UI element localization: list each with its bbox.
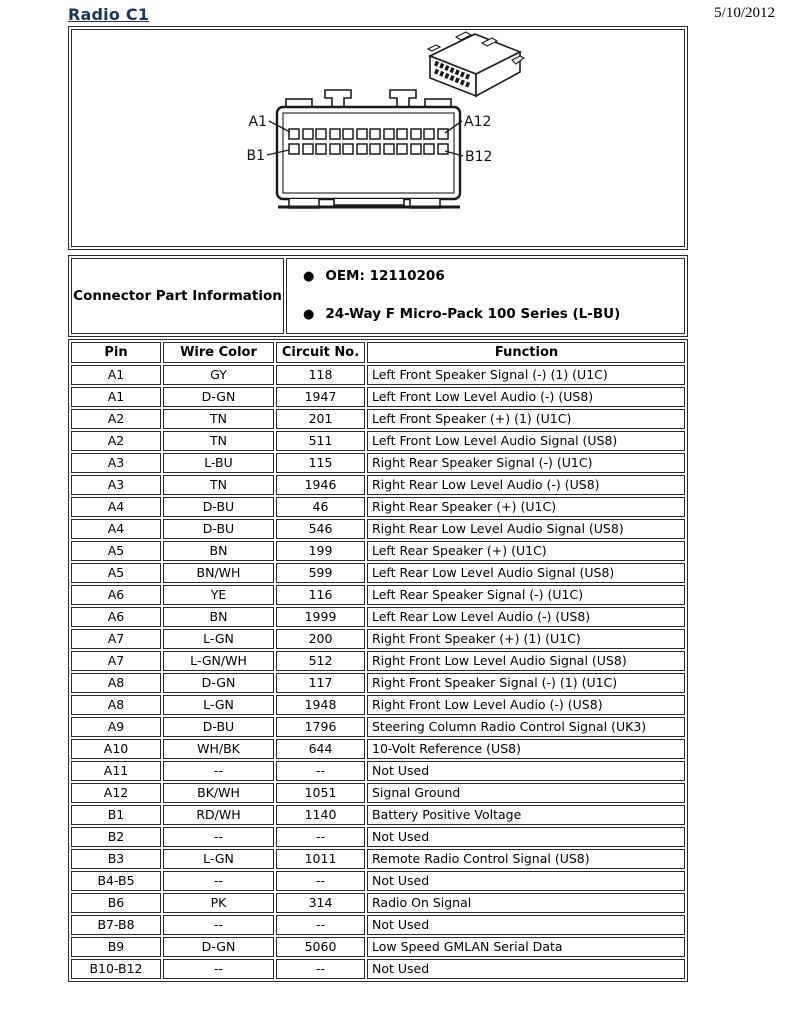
col-header-circuit-no: Circuit No.: [276, 342, 365, 363]
function-cell: Signal Ground: [367, 783, 685, 803]
wire-color-cell: D-BU: [163, 519, 274, 539]
pin-cell: B2: [71, 827, 161, 847]
connector-figure-box: [68, 26, 688, 250]
wire-color-cell: D-GN: [163, 673, 274, 693]
function-cell: Not Used: [367, 915, 685, 935]
table-row: [71, 915, 685, 935]
table-row: [71, 519, 685, 539]
pin-cell: A2: [71, 409, 161, 429]
table-row: [71, 651, 685, 671]
table-row: [71, 541, 685, 561]
circuit-no-cell: 5060: [276, 937, 365, 957]
table-row: [71, 827, 685, 847]
function-cell: Right Rear Low Level Audio (-) (US8): [367, 475, 685, 495]
function-cell: Radio On Signal: [367, 893, 685, 913]
pin-cell: A3: [71, 475, 161, 495]
pin-cell: A5: [71, 541, 161, 561]
wire-color-cell: L-GN: [163, 849, 274, 869]
wire-color-cell: BK/WH: [163, 783, 274, 803]
function-cell: Not Used: [367, 871, 685, 891]
pin-cell: B4-B5: [71, 871, 161, 891]
connector-diagram: [72, 30, 685, 247]
pin-cell: B9: [71, 937, 161, 957]
wire-color-cell: L-GN/WH: [163, 651, 274, 671]
pin-label-a1: A1: [248, 114, 267, 130]
table-row: [71, 695, 685, 715]
function-cell: Right Rear Speaker (+) (U1C): [367, 497, 685, 517]
circuit-no-cell: 1999: [276, 607, 365, 627]
col-header-wire-color: Wire Color: [163, 342, 274, 363]
function-cell: Right Rear Low Level Audio Signal (US8): [367, 519, 685, 539]
pin-cell: A6: [71, 585, 161, 605]
function-cell: 10-Volt Reference (US8): [367, 739, 685, 759]
series-bullet: [303, 306, 676, 322]
connector-front-view: [246, 90, 492, 208]
function-cell: Left Front Low Level Audio (-) (US8): [367, 387, 685, 407]
connector-3d-view: [428, 32, 524, 96]
table-row: [71, 607, 685, 627]
part-info-row: [71, 258, 685, 334]
wire-color-cell: RD/WH: [163, 805, 274, 825]
circuit-no-cell: 644: [276, 739, 365, 759]
table-row: [71, 937, 685, 957]
pin-cell: A11: [71, 761, 161, 781]
function-cell: Not Used: [367, 959, 685, 979]
wire-color-cell: TN: [163, 431, 274, 451]
table-row: [71, 805, 685, 825]
pin-cell: B10-B12: [71, 959, 161, 979]
wire-color-cell: BN: [163, 607, 274, 627]
function-cell: Battery Positive Voltage: [367, 805, 685, 825]
wire-color-cell: TN: [163, 475, 274, 495]
wire-color-cell: --: [163, 761, 274, 781]
table-row: [71, 871, 685, 891]
wire-color-cell: D-GN: [163, 387, 274, 407]
pin-cell: A12: [71, 783, 161, 803]
pin-label-a12: A12: [464, 114, 492, 130]
wire-color-cell: --: [163, 871, 274, 891]
pin-cell: A6: [71, 607, 161, 627]
table-row: [71, 497, 685, 517]
header-row: [71, 342, 685, 363]
circuit-no-cell: 1140: [276, 805, 365, 825]
function-cell: Right Rear Speaker Signal (-) (U1C): [367, 453, 685, 473]
wire-color-cell: TN: [163, 409, 274, 429]
wire-color-cell: --: [163, 915, 274, 935]
circuit-no-cell: 201: [276, 409, 365, 429]
table-row: [71, 739, 685, 759]
function-cell: Right Front Speaker (+) (1) (U1C): [367, 629, 685, 649]
circuit-no-cell: 118: [276, 365, 365, 385]
circuit-no-cell: 116: [276, 585, 365, 605]
table-row: [71, 409, 685, 429]
pin-label-b1: B1: [246, 148, 265, 164]
circuit-no-cell: 314: [276, 893, 365, 913]
oem-bullet: [303, 268, 676, 284]
circuit-no-cell: 512: [276, 651, 365, 671]
circuit-no-cell: --: [276, 827, 365, 847]
circuit-no-cell: --: [276, 959, 365, 979]
wire-color-cell: D-BU: [163, 717, 274, 737]
connector-part-info-table: [68, 255, 688, 337]
wire-color-cell: D-GN: [163, 937, 274, 957]
wire-color-cell: WH/BK: [163, 739, 274, 759]
wire-color-cell: BN: [163, 541, 274, 561]
function-cell: Right Front Low Level Audio Signal (US8): [367, 651, 685, 671]
pin-cell: A1: [71, 387, 161, 407]
circuit-no-cell: 1946: [276, 475, 365, 495]
table-row: [71, 387, 685, 407]
function-cell: Left Rear Low Level Audio Signal (US8): [367, 563, 685, 583]
function-cell: Not Used: [367, 761, 685, 781]
table-row: [71, 431, 685, 451]
pin-cell: A4: [71, 519, 161, 539]
pin-cell: A10: [71, 739, 161, 759]
circuit-no-cell: 1796: [276, 717, 365, 737]
page-date: 5/10/2012: [714, 5, 775, 21]
wire-color-cell: L-GN: [163, 695, 274, 715]
function-cell: Low Speed GMLAN Serial Data: [367, 937, 685, 957]
circuit-no-cell: 1948: [276, 695, 365, 715]
function-cell: Left Rear Speaker (+) (U1C): [367, 541, 685, 561]
table-row: [71, 849, 685, 869]
table-row: [71, 761, 685, 781]
function-cell: Left Front Low Level Audio Signal (US8): [367, 431, 685, 451]
function-cell: Left Front Speaker (+) (1) (U1C): [367, 409, 685, 429]
pin-label-b12: B12: [465, 149, 493, 165]
circuit-no-cell: 1947: [276, 387, 365, 407]
table-row: [71, 629, 685, 649]
pin-cell: A8: [71, 695, 161, 715]
table-row: [71, 453, 685, 473]
circuit-no-cell: 46: [276, 497, 365, 517]
table-row: [71, 475, 685, 495]
wire-color-cell: D-BU: [163, 497, 274, 517]
table-row: [71, 783, 685, 803]
bullet-icon: ●: [303, 269, 315, 284]
wire-color-cell: L-GN: [163, 629, 274, 649]
col-header-function: Function: [367, 342, 685, 363]
wire-color-cell: --: [163, 827, 274, 847]
wire-color-cell: --: [163, 959, 274, 979]
table-row: [71, 959, 685, 979]
wire-color-cell: BN/WH: [163, 563, 274, 583]
table-row: [71, 717, 685, 737]
circuit-no-cell: 511: [276, 431, 365, 451]
pin-cell: B7-B8: [71, 915, 161, 935]
pin-cell: B1: [71, 805, 161, 825]
circuit-no-cell: 200: [276, 629, 365, 649]
circuit-no-cell: --: [276, 871, 365, 891]
pin-cell: A7: [71, 629, 161, 649]
table-row: [71, 585, 685, 605]
circuit-no-cell: 599: [276, 563, 365, 583]
table-row: [71, 563, 685, 583]
function-cell: Right Front Low Level Audio (-) (US8): [367, 695, 685, 715]
connector-series: 24-Way F Micro-Pack 100 Series (L-BU): [325, 306, 621, 322]
circuit-no-cell: 199: [276, 541, 365, 561]
pin-cell: B3: [71, 849, 161, 869]
pin-table-header: [71, 342, 685, 363]
oem-number: OEM: 12110206: [325, 268, 445, 284]
wire-color-cell: YE: [163, 585, 274, 605]
circuit-no-cell: 117: [276, 673, 365, 693]
pin-cell: A9: [71, 717, 161, 737]
wire-color-cell: L-BU: [163, 453, 274, 473]
pin-cell: A5: [71, 563, 161, 583]
part-info-label: Connector Part Information: [71, 258, 284, 334]
function-cell: Left Rear Speaker Signal (-) (U1C): [367, 585, 685, 605]
circuit-no-cell: 546: [276, 519, 365, 539]
pin-cell: A8: [71, 673, 161, 693]
pin-table: [68, 339, 688, 982]
col-header-pin: Pin: [71, 342, 161, 363]
bullet-icon: ●: [303, 307, 315, 322]
table-row: [71, 673, 685, 693]
connector-figure-inner: [71, 29, 685, 247]
circuit-no-cell: --: [276, 915, 365, 935]
pin-cell: A2: [71, 431, 161, 451]
function-cell: Left Front Speaker Signal (-) (1) (U1C): [367, 365, 685, 385]
page-title: Radio C1: [68, 5, 150, 24]
pin-cell: A7: [71, 651, 161, 671]
function-cell: Remote Radio Control Signal (US8): [367, 849, 685, 869]
pin-cell: A1: [71, 365, 161, 385]
pin-cell: A4: [71, 497, 161, 517]
function-cell: Not Used: [367, 827, 685, 847]
circuit-no-cell: --: [276, 761, 365, 781]
circuit-no-cell: 1011: [276, 849, 365, 869]
table-row: [71, 893, 685, 913]
pin-cell: B6: [71, 893, 161, 913]
page-header: [0, 0, 791, 26]
circuit-no-cell: 1051: [276, 783, 365, 803]
pin-table-body: [71, 365, 685, 979]
page-content: [68, 26, 688, 982]
function-cell: Steering Column Radio Control Signal (UK3): [367, 717, 685, 737]
wire-color-cell: PK: [163, 893, 274, 913]
pin-cell: A3: [71, 453, 161, 473]
wire-color-cell: GY: [163, 365, 274, 385]
function-cell: Right Front Speaker Signal (-) (1) (U1C): [367, 673, 685, 693]
table-row: [71, 365, 685, 385]
function-cell: Left Rear Low Level Audio (-) (US8): [367, 607, 685, 627]
part-info-details: [286, 258, 685, 334]
circuit-no-cell: 115: [276, 453, 365, 473]
